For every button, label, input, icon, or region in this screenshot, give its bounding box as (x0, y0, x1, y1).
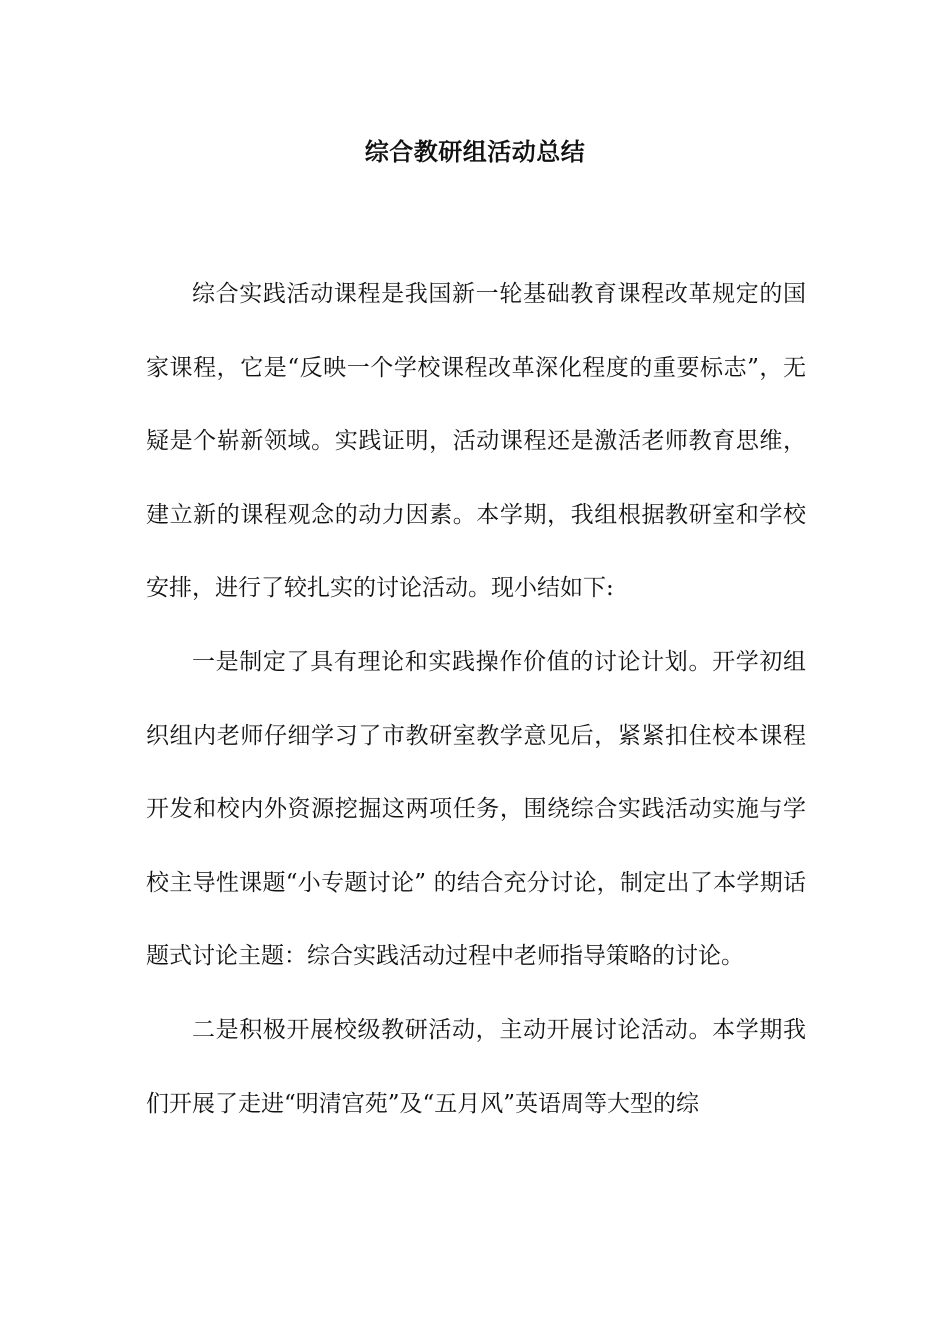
document-title: 综合教研组活动总结 (364, 137, 586, 166)
document-body (146, 258, 806, 1141)
paragraph-intro: 综合实践活动课程是我国新一轮基础教育课程改革规定的国家课程，它是“反映一个学校课程改革深化程度的重要标志”，无疑是个崭新领域。实践证明，活动课程还是激活老师教育思维，建立新的课程观念的动力因素。本学期，我组根据教研室和学校安排，进行了较扎实的讨论活动。现小结如下: (146, 281, 806, 602)
paragraph-point-one: 一是制定了具有理论和实践操作价值的讨论计划。开学初组织组内老师仔细学习了市教研室教学意见后，紧紧扣住校本课程开发和校内外资源挖掘这两项任务，围绕综合实践活动实施与学校主导性课题“小专题讨论” 的结合充分讨论，制定出了本学期话题式讨论主题：综合实践活动过程中老师指导策略的讨论。 (146, 648, 806, 970)
paragraph-point-two: 二是积极开展校级教研活动，主动开展讨论活动。本学期我们开展了走进“明清宫苑”及“五月风”英语周等大型的综 (146, 1016, 806, 1117)
